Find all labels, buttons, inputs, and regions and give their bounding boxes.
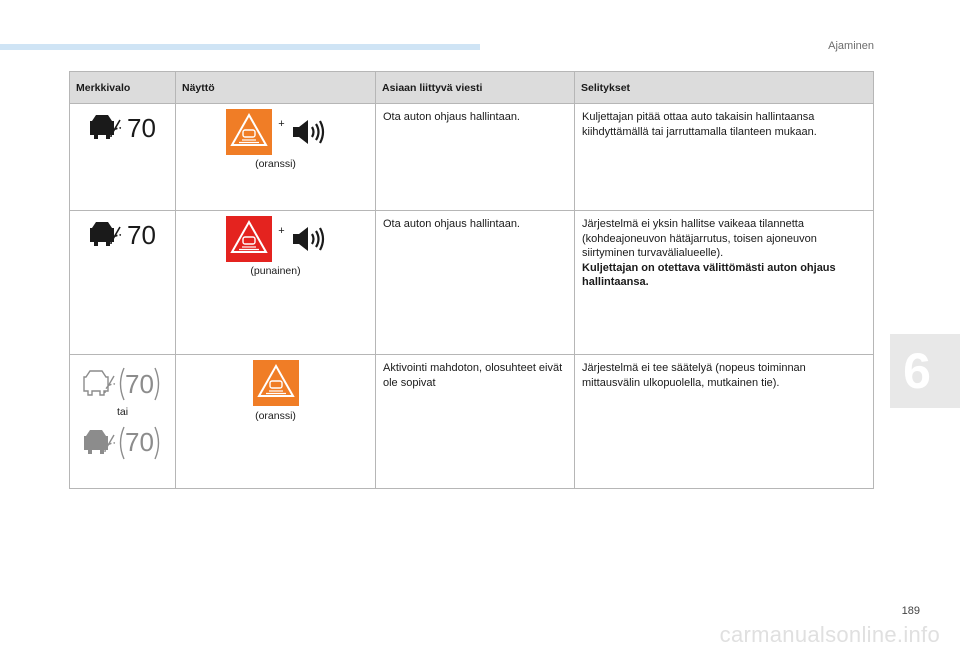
plus-sign: + xyxy=(278,117,285,130)
header-naytto: Näyttö xyxy=(176,72,376,104)
indicator-table xyxy=(69,71,874,489)
explanation-cell xyxy=(575,211,874,355)
table-row xyxy=(70,355,874,489)
display-color-label: (oranssi) xyxy=(255,410,296,422)
message-cell: Aktivointi mahdoton, olosuhteet eivät ole sopivat xyxy=(376,355,575,489)
header-merkkivalo: Merkkivalo xyxy=(70,72,176,104)
message-cell: Ota auton ohjaus hallintaan. xyxy=(376,104,575,211)
warning-car-icon-red xyxy=(226,216,272,262)
explanation-cell: Järjestelmä ei tee säätelyä (nopeus toiminnan mittausvälin ulkopuolella, mutkainen tie). xyxy=(575,355,874,489)
or-label: tai xyxy=(116,406,129,418)
speed-value: 70 xyxy=(125,368,154,399)
speaker-sound-icon xyxy=(291,118,325,146)
adaptive-cruise-car-icon xyxy=(89,221,123,249)
adaptive-cruise-car-outline-icon xyxy=(83,370,117,398)
message-cell: Ota auton ohjaus hallintaan. xyxy=(376,211,575,355)
warning-car-icon-orange xyxy=(226,109,272,155)
speed-value: 70 xyxy=(127,219,156,250)
header-selitykset: Selitykset xyxy=(575,72,874,104)
watermark: carmanualsonline.info xyxy=(719,622,940,647)
table-header-row xyxy=(70,72,874,104)
warning-car-icon-orange xyxy=(253,360,299,406)
indicator-cell xyxy=(70,211,176,355)
speed-value: 70 xyxy=(125,427,154,458)
indicator-cell xyxy=(70,355,176,489)
parenthesis-left-icon xyxy=(117,367,125,401)
parenthesis-left-icon xyxy=(117,426,125,460)
adaptive-cruise-car-icon xyxy=(83,429,117,457)
display-cell xyxy=(176,211,376,355)
page-number: 189 xyxy=(901,605,920,617)
display-color-label: (oranssi) xyxy=(255,158,296,170)
plus-sign: + xyxy=(278,224,285,237)
indicator-lamp-alt xyxy=(70,426,175,460)
indicator-lamp-inactive xyxy=(70,355,175,401)
indicator-cell xyxy=(70,104,176,211)
explanation-warning: Kuljettajan on otettava välittömästi auton ohjaus hallintaansa. xyxy=(582,261,836,288)
display-cell xyxy=(176,355,376,489)
header-accent-bar xyxy=(0,44,480,50)
table-row xyxy=(70,104,874,211)
adaptive-cruise-car-icon xyxy=(89,114,123,142)
chapter-tab: 6 xyxy=(890,334,960,408)
indicator-lamp xyxy=(70,211,175,249)
parenthesis-right-icon xyxy=(154,367,162,401)
display-cell xyxy=(176,104,376,211)
section-title: Ajaminen xyxy=(828,40,874,52)
explanation-text: Järjestelmä ei yksin hallitse vaikeaa tilannetta (kohdeajoneuvon hätäjarrutus, toisen ajoneuvon siirtyminen turvavälialueelle). xyxy=(582,218,817,259)
parenthesis-right-icon xyxy=(154,426,162,460)
header-viesti: Asiaan liittyvä viesti xyxy=(376,72,575,104)
speaker-sound-icon xyxy=(291,225,325,253)
speed-value: 70 xyxy=(127,112,156,143)
table-row xyxy=(70,211,874,355)
indicator-lamp xyxy=(70,104,175,142)
display-color-label: (punainen) xyxy=(250,265,301,277)
explanation-cell: Kuljettajan pitää ottaa auto takaisin hallintaansa kiihdyttämällä tai jarruttamalla tilanteen mukaan. xyxy=(575,104,874,211)
